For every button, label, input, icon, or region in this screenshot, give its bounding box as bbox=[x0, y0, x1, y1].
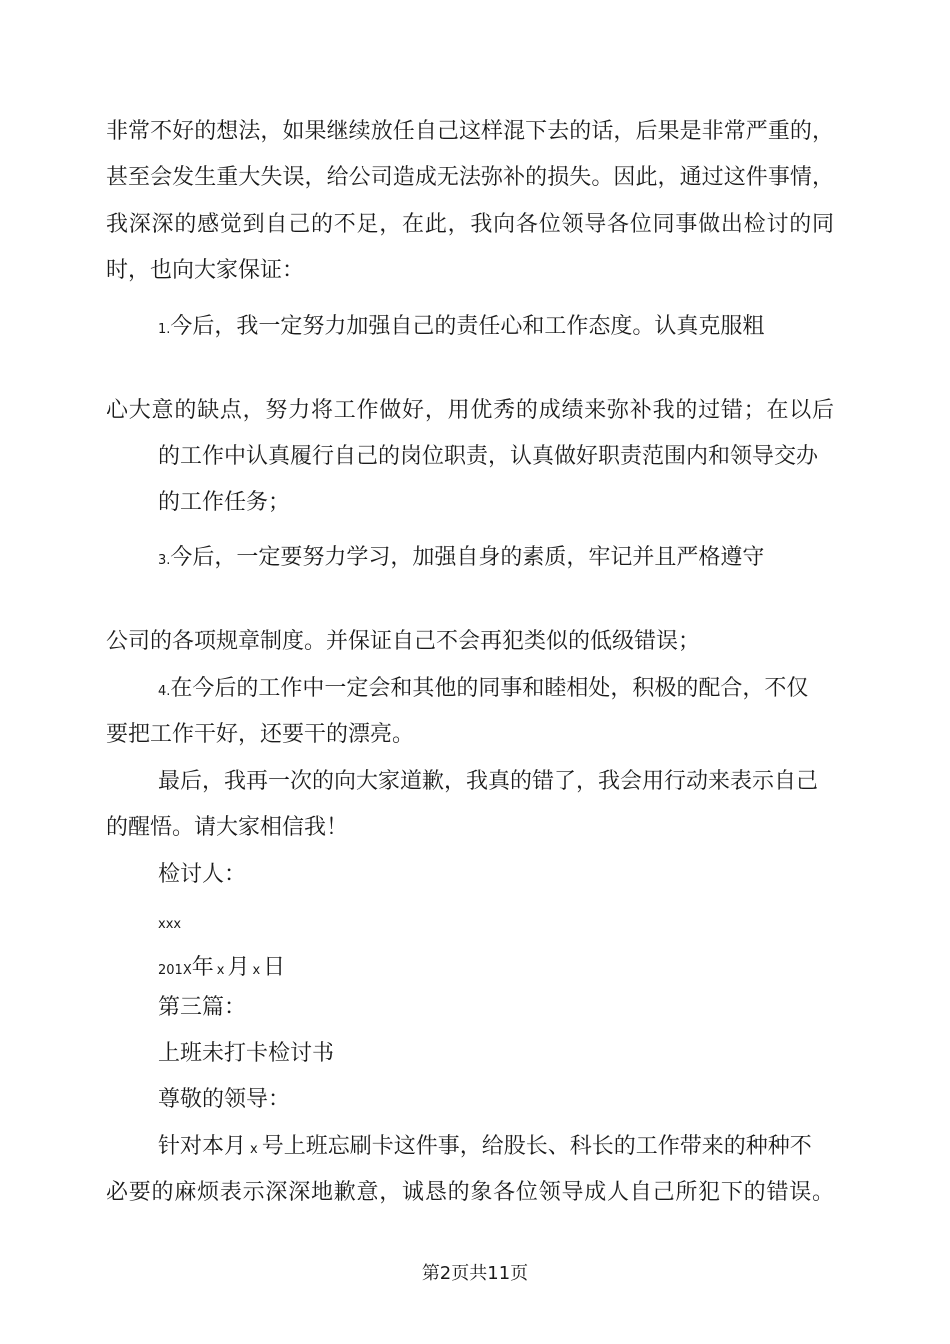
page-footer: 第2页共11页 bbox=[421, 1263, 529, 1284]
salutation: 尊敬的领导： bbox=[158, 1087, 291, 1112]
signature-label: 检讨人： bbox=[158, 862, 247, 887]
text-line: 今后，一定要努力学习，加强自身的素质，牢记并且严格遵守 bbox=[170, 545, 765, 570]
text-line: 心大意的缺点，努力将工作做好，用优秀的成绩来弥补我的过错；在以后 bbox=[106, 398, 834, 423]
list-item bbox=[158, 674, 808, 707]
list-marker: 1. bbox=[158, 322, 171, 337]
list-item bbox=[158, 312, 764, 345]
text-line: 时，也向大家保证： bbox=[106, 258, 305, 283]
text-line: 公司的各项规章制度。并保证自己不会再犯类似的低级错误； bbox=[106, 629, 701, 654]
text-line: 最后，我再一次的向大家道歉，我真的错了，我会用行动来表示自己 bbox=[158, 769, 819, 794]
section-heading: 第三篇： bbox=[158, 995, 247, 1020]
signature-name: xxx bbox=[158, 917, 182, 932]
text-line: 非常不好的想法，如果继续放任自己这样混下去的话，后果是非常严重的， bbox=[106, 119, 834, 144]
document-title: 上班未打卡检讨书 bbox=[158, 1041, 335, 1066]
text-line: 的工作中认真履行自己的岗位职责，认真做好职责范围内和领导交办 bbox=[158, 444, 819, 469]
list-marker: 4. bbox=[158, 684, 171, 699]
text-line: 今后，我一定努力加强自己的责任心和工作态度。认真克服粗 bbox=[170, 314, 765, 339]
date-line bbox=[158, 953, 285, 986]
date-year: 201X bbox=[158, 963, 192, 978]
date-day: x bbox=[252, 963, 261, 978]
date-month: x bbox=[216, 963, 225, 978]
date-day-unit: 日 bbox=[263, 955, 286, 980]
text-line: 在今后的工作中一定会和其他的同事和睦相处，积极的配合，不仅 bbox=[170, 676, 809, 701]
text-line: 的醒悟。请大家相信我！ bbox=[106, 815, 349, 840]
list-item bbox=[158, 543, 764, 576]
text-segment: 针对本月 bbox=[158, 1134, 247, 1159]
text-line: 的工作任务； bbox=[158, 490, 291, 515]
date-month-unit: 月 bbox=[227, 955, 250, 980]
text-line bbox=[158, 1132, 812, 1165]
text-segment: 号上班忘刷卡这件事，给股长、科长的工作带来的种种不 bbox=[261, 1134, 812, 1159]
text-line: 我深深的感觉到自己的不足，在此，我向各位领导各位同事做出检讨的同 bbox=[106, 212, 834, 237]
text-line: 要把工作干好，还要干的漂亮。 bbox=[106, 722, 415, 747]
text-line: 必要的麻烦表示深深地歉意，诚恳的象各位领导成人自己所犯下的错误。 bbox=[106, 1180, 834, 1205]
text-line: 甚至会发生重大失误，给公司造成无法弥补的损失。因此，通过这件事情， bbox=[106, 165, 834, 190]
list-marker: 3. bbox=[158, 553, 171, 568]
date-marker: x bbox=[250, 1142, 258, 1157]
date-year-unit: 年 bbox=[191, 955, 214, 980]
